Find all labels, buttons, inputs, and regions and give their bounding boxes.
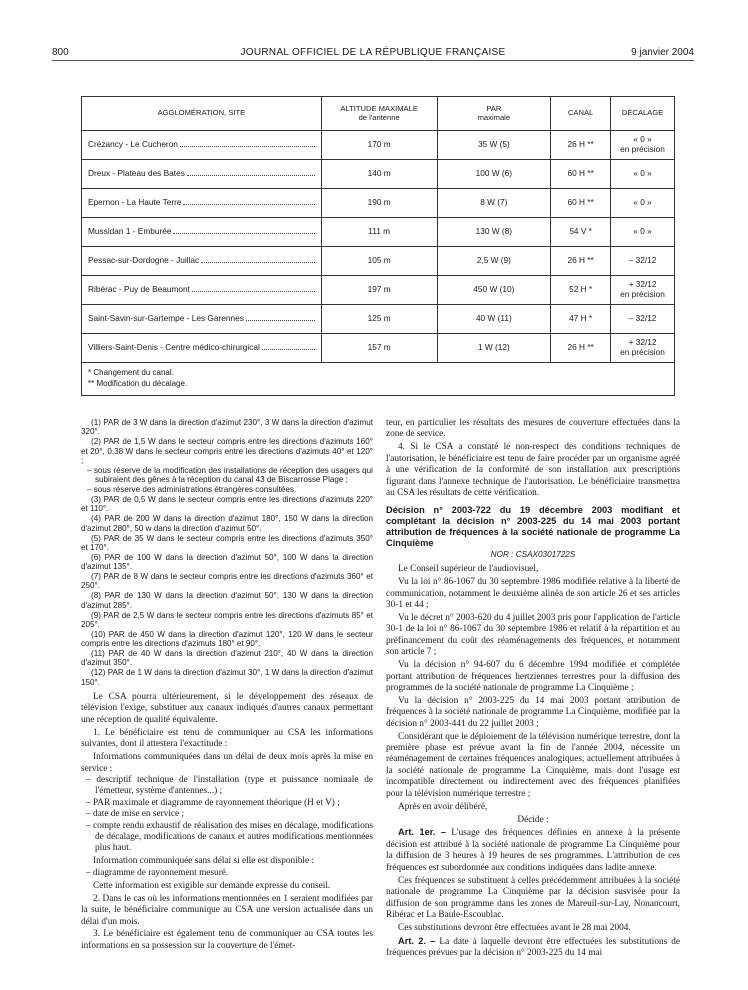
paragraph-obligation-2: 2. Dans le cas où les informations mentionnées en 1 seraient modifiées par la suite, le bénéficiaire communique au CSA une version actualisée dans un délai d'un mois. (81, 893, 373, 927)
paragraph-vu-decision-2003: Vu la décision n° 2003-225 du 14 mai 2003 portant attribution de fréquences à la société nationale de programme La Cinquième, modifiée par la décision n° 2003-441 du 22 juillet 2003 ; (386, 695, 680, 729)
table-row (82, 247, 675, 276)
col-header-par: PAR maximale (437, 97, 551, 131)
par-cell: 130 W (8) (437, 218, 551, 247)
paragraph-vu-loi: Vu la loi n° 86-1067 du 30 septembre 1986 modifiée relative à la liberté de communication, notamment le deuxième alinéa de son article 26 et ses articles 30-1 et 44 ; (386, 577, 680, 610)
canal-cell: 54 V * (551, 218, 611, 247)
paragraph-delibere: Après en avoir délibéré, (398, 801, 488, 812)
table-row (82, 131, 675, 160)
col-header-canal: CANAL (551, 97, 611, 131)
footnote-7: (7) PAR de 8 W dans le secteur compris entre les directions d'azimuts 360° et 250°. (81, 572, 373, 591)
canal-cell: 52 H * (551, 276, 611, 305)
decalage-cell: – 32/12 (611, 305, 675, 334)
paragraph-obligation-1: 1. Le bénéficiaire est tenu de communiquer au CSA les informations suivantes, dont il attestera l'exactitude : (81, 727, 373, 750)
altitude-cell: 125 m (321, 305, 437, 334)
paragraph-vu-decret: Vu le décret n° 2003-620 du 4 juillet 2003 pris pour l'application de l'article 30-1 de la loi n° 86-1067 du 30 septembre 1986 et relatif à la répartition et au préfinancement du coût des réaménagements des fréquences, et notamment son article 7 ; (386, 612, 680, 658)
article-1-label: Art. 1er. – (398, 827, 447, 838)
frequency-table (81, 96, 675, 396)
col-header-site: AGGLOMÉRATION, SITE (82, 97, 322, 131)
altitude-cell: 157 m (321, 334, 437, 363)
table-row (82, 305, 675, 334)
footnote-3: (3) PAR de 0,5 W dans le secteur compris entre les directions d'azimuts 220° et 110°. (81, 495, 373, 514)
altitude-cell: 197 m (321, 276, 437, 305)
decide-heading: Décide : (517, 814, 549, 825)
decalage-cell: + 32/12 en précision (611, 276, 675, 305)
page-header (52, 45, 694, 61)
site-cell: Mussidan 1 - Emburée (82, 218, 322, 247)
decalage-cell: – 32/12 (611, 247, 675, 276)
footnote-8: (8) PAR de 130 W dans la direction d'azimut 50°, 130 W dans la direction d'azimut 285°. (81, 591, 373, 610)
footnote-5: (5) PAR de 35 W dans le secteur compris entre les directions d'azimuts 350° et 170°. (81, 533, 373, 552)
par-cell: 8 W (7) (437, 189, 551, 218)
article-2-text: La date à laquelle devront être effectuées les substitutions de fréquences prévues par la décision n° 2003-225 du 14 mai (386, 936, 680, 959)
footnote-12: (12) PAR de 1 W dans la direction d'azimut 30°, 1 W dans la direction d'azimut 150°. (81, 668, 373, 687)
table-row (82, 160, 675, 189)
altitude-cell: 105 m (321, 247, 437, 276)
table-header-row (82, 97, 675, 131)
par-cell: 100 W (6) (437, 160, 551, 189)
site-cell: Epernon - La Haute Terre (82, 189, 322, 218)
article-2 (386, 936, 680, 960)
site-cell: Villiers-Saint-Denis - Centre médico-chirurgical (82, 334, 322, 363)
canal-cell: 47 H * (551, 305, 611, 334)
par-cell: 35 W (5) (437, 131, 551, 160)
par-cell: 40 W (11) (437, 305, 551, 334)
note-decalage-change: ** Modification du décalage. (88, 379, 188, 388)
site-cell: Ribérac - Puy de Beaumont (82, 276, 322, 305)
table-row (82, 276, 675, 305)
canal-cell: 26 H ** (551, 131, 611, 160)
paragraph-csa-substitution: Le CSA pourra ultérieurement, si le développement des réseaux de télévision l'exige, substituer aux canaux indiqués d'autres canaux permettant une réception de qualité équivalente. (81, 692, 373, 725)
nor-reference: NOR : CSAX0301722S (490, 550, 576, 560)
table-row (82, 334, 675, 363)
paragraph-conseil: Le Conseil supérieur de l'audiovisuel, (398, 564, 539, 575)
footnote-2-reserve-a: – sous réserve de la modification des installations de réception des usagers qui subiraient des gênes à la réception du canal 43 de Biscarrosse Plage ; (87, 465, 373, 485)
par-cell: 1 W (12) (437, 334, 551, 363)
paragraph-obligation-3: 3. Le bénéficiaire est également tenu de communiquer au CSA toutes les informations en sa possession sur la couverture de l'émet- (81, 929, 373, 951)
par-cell: 450 W (10) (437, 276, 551, 305)
decalage-cell: « 0 » (611, 218, 675, 247)
paragraph-substitution: Ces fréquences se substituent à celles précédemment attribuées à la société nationale de programme La Cinquième par la décision susvisée pour la diffusion de son programme dans les zones de Mareuil-sur-Lay, Nonancourt, Ribérac et La Baule-Escoublac. (386, 875, 680, 920)
paragraph-obligation-4: 4. Si le CSA a constaté le non-respect des conditions techniques de l'autorisation, le bénéficiaire est tenu de faire procéder par un organisme agréé à une vérification de la conformité de son installation aux prescriptions figurant dans l'annexe technique de l'autorisation. Le bénéficiaire transmettra au CSA les résultats de cette vérification. (386, 442, 680, 499)
site-cell: Crézancy - Le Cucheron (82, 131, 322, 160)
footnote-9: (9) PAR de 2,5 W dans le secteur compris entre les directions d'azimuts 85° et 205°. (81, 610, 373, 629)
article-2-label: Art. 2. – (398, 935, 436, 946)
canal-cell: 26 H ** (551, 247, 611, 276)
page-number: 800 (52, 47, 69, 58)
canal-cell: 26 H ** (551, 334, 611, 363)
table-notes (82, 363, 675, 396)
altitude-cell: 111 m (321, 218, 437, 247)
col-header-altitude: ALTITUDE MAXIMALE de l'antenne (321, 97, 437, 131)
journal-title: JOURNAL OFFICIEL DE LA RÉPUBLIQUE FRANÇAISE (240, 47, 506, 58)
decision-title: Décision n° 2003-722 du 19 décembre 2003 modifiant et complétant la décision n° 2003-225 du 14 mai 2003 portant attribution de fréquences à la société nationale de programme La Cinquième (386, 505, 680, 548)
list-item: – diagramme de rayonnement mesuré. (86, 867, 229, 878)
decalage-cell: « 0 » en précision (611, 131, 675, 160)
footnote-6: (6) PAR de 100 W dans la direction d'azimut 50°, 100 W dans la direction d'azimut 135°. (81, 552, 373, 572)
footnote-1: (1) PAR de 3 W dans la direction d'azimut 230°, 3 W dans la direction d'azimut 320°. (81, 418, 373, 437)
paragraph-info-sans-delai: Information communiquée sans délai si elle est disponible : (93, 856, 315, 867)
footnote-4: (4) PAR de 200 W dans la direction d'azimut 180°, 150 W dans la direction d'azimut 280°, 50 w dans la direction d'azimut 50°. (81, 514, 373, 533)
canal-cell: 60 H ** (551, 160, 611, 189)
paragraph-continuation: teur, en particulier les résultats des mesures de couverture effectuées dans la zone de service. (386, 418, 680, 440)
paragraph-considerant: Considérant que le déploiement de la télévision numérique terrestre, dont la première phase est prévue avant la fin de l'année 2004, nécessite un réaménagement de certaines fréquences analogiques, actuellement attribuées à la société nationale de programme La Cinquième, mais dont l'usage est incompatible directement ou indirectement avec des fréquences planifiées pour la télévision numérique terrestre ; (386, 731, 680, 799)
site-cell: Saint-Savin-sur-Gartempe - Les Garennes (82, 305, 322, 334)
site-cell: Dreux - Plateau des Bates (82, 160, 322, 189)
footnote-2: (2) PAR de 1,5 W dans le secteur compris entre les directions d'azimuts 160° et 20°, 0,38 W dans le secteur compris entre les directions d'azimuts 40° et 120° ; (81, 437, 373, 465)
site-cell: Pessac-sur-Dordogne - Juillac (82, 247, 322, 276)
left-column (81, 418, 373, 952)
footnote-11: (11) PAR de 40 W dans la direction d'azimut 210°, 40 W dans la direction d'azimut 350°. (81, 649, 373, 668)
list-item: – date de mise en service ; (86, 809, 185, 820)
paragraph-vu-decision-94: Vu la décision n° 94-607 du 6 décembre 1994 modifiée et complétée portant attribution de fréquences hertziennes terrestres pour la diffusion des programmes de la société nationale de programme La Cinquième ; (386, 660, 680, 693)
altitude-cell: 170 m (321, 131, 437, 160)
table-notes-row (82, 363, 675, 396)
footnote-10: (10) PAR de 450 W dans la direction d'azimut 120°, 120 W dans le secteur compris entre les directions d'azimuts 180° et 90°. (81, 629, 373, 649)
table-row (82, 189, 675, 218)
canal-cell: 60 H ** (551, 189, 611, 218)
decalage-cell: « 0 » (611, 160, 675, 189)
decalage-cell: + 32/12 en précision (611, 334, 675, 363)
paragraph-exigible: Cette information est exigible sur demande expresse du conseil. (93, 880, 331, 891)
article-1-text: L'usage des fréquences définies en annexe à la présente décision est attribué à la société nationale de programme La Cinquième pour la diffusion de 3 heures à 19 heures de ses programmes. L'attribution de ces fréquences est subordonnée aux conditions indiquées dans ladite annexe. (386, 828, 680, 873)
list-item: – compte rendu exhaustif de réalisation des mises en décalage, modifications de décalage, modifications de canaux et autres modifications mentionnées plus haut. (86, 820, 373, 854)
issue-date: 9 janvier 2004 (631, 47, 694, 58)
right-column (386, 418, 680, 960)
altitude-cell: 140 m (321, 160, 437, 189)
par-cell: 2,5 W (9) (437, 247, 551, 276)
decalage-cell: « 0 » (611, 189, 675, 218)
col-header-decalage: DÉCALAGE (611, 97, 675, 131)
paragraph-info-deux-mois: Informations communiquées dans un délai de deux mois après la mise en service : (81, 752, 373, 774)
article-1 (386, 827, 680, 874)
paragraph-deadline: Ces substitutions devront être effectuées avant le 28 mai 2004. (398, 922, 631, 933)
note-canal-change: * Changement du canal. (88, 368, 174, 378)
list-item: – PAR maximale et diagramme de rayonnement théorique (H et V) ; (86, 797, 340, 808)
footnote-2-reserve-b: – sous réserve des administrations étrangères consultées. (87, 484, 297, 494)
altitude-cell: 190 m (321, 189, 437, 218)
list-item: – descriptif technique de l'installation (type et puissance nominale de l'émetteur, système d'antennes...) ; (86, 774, 373, 797)
table-row (82, 218, 675, 247)
